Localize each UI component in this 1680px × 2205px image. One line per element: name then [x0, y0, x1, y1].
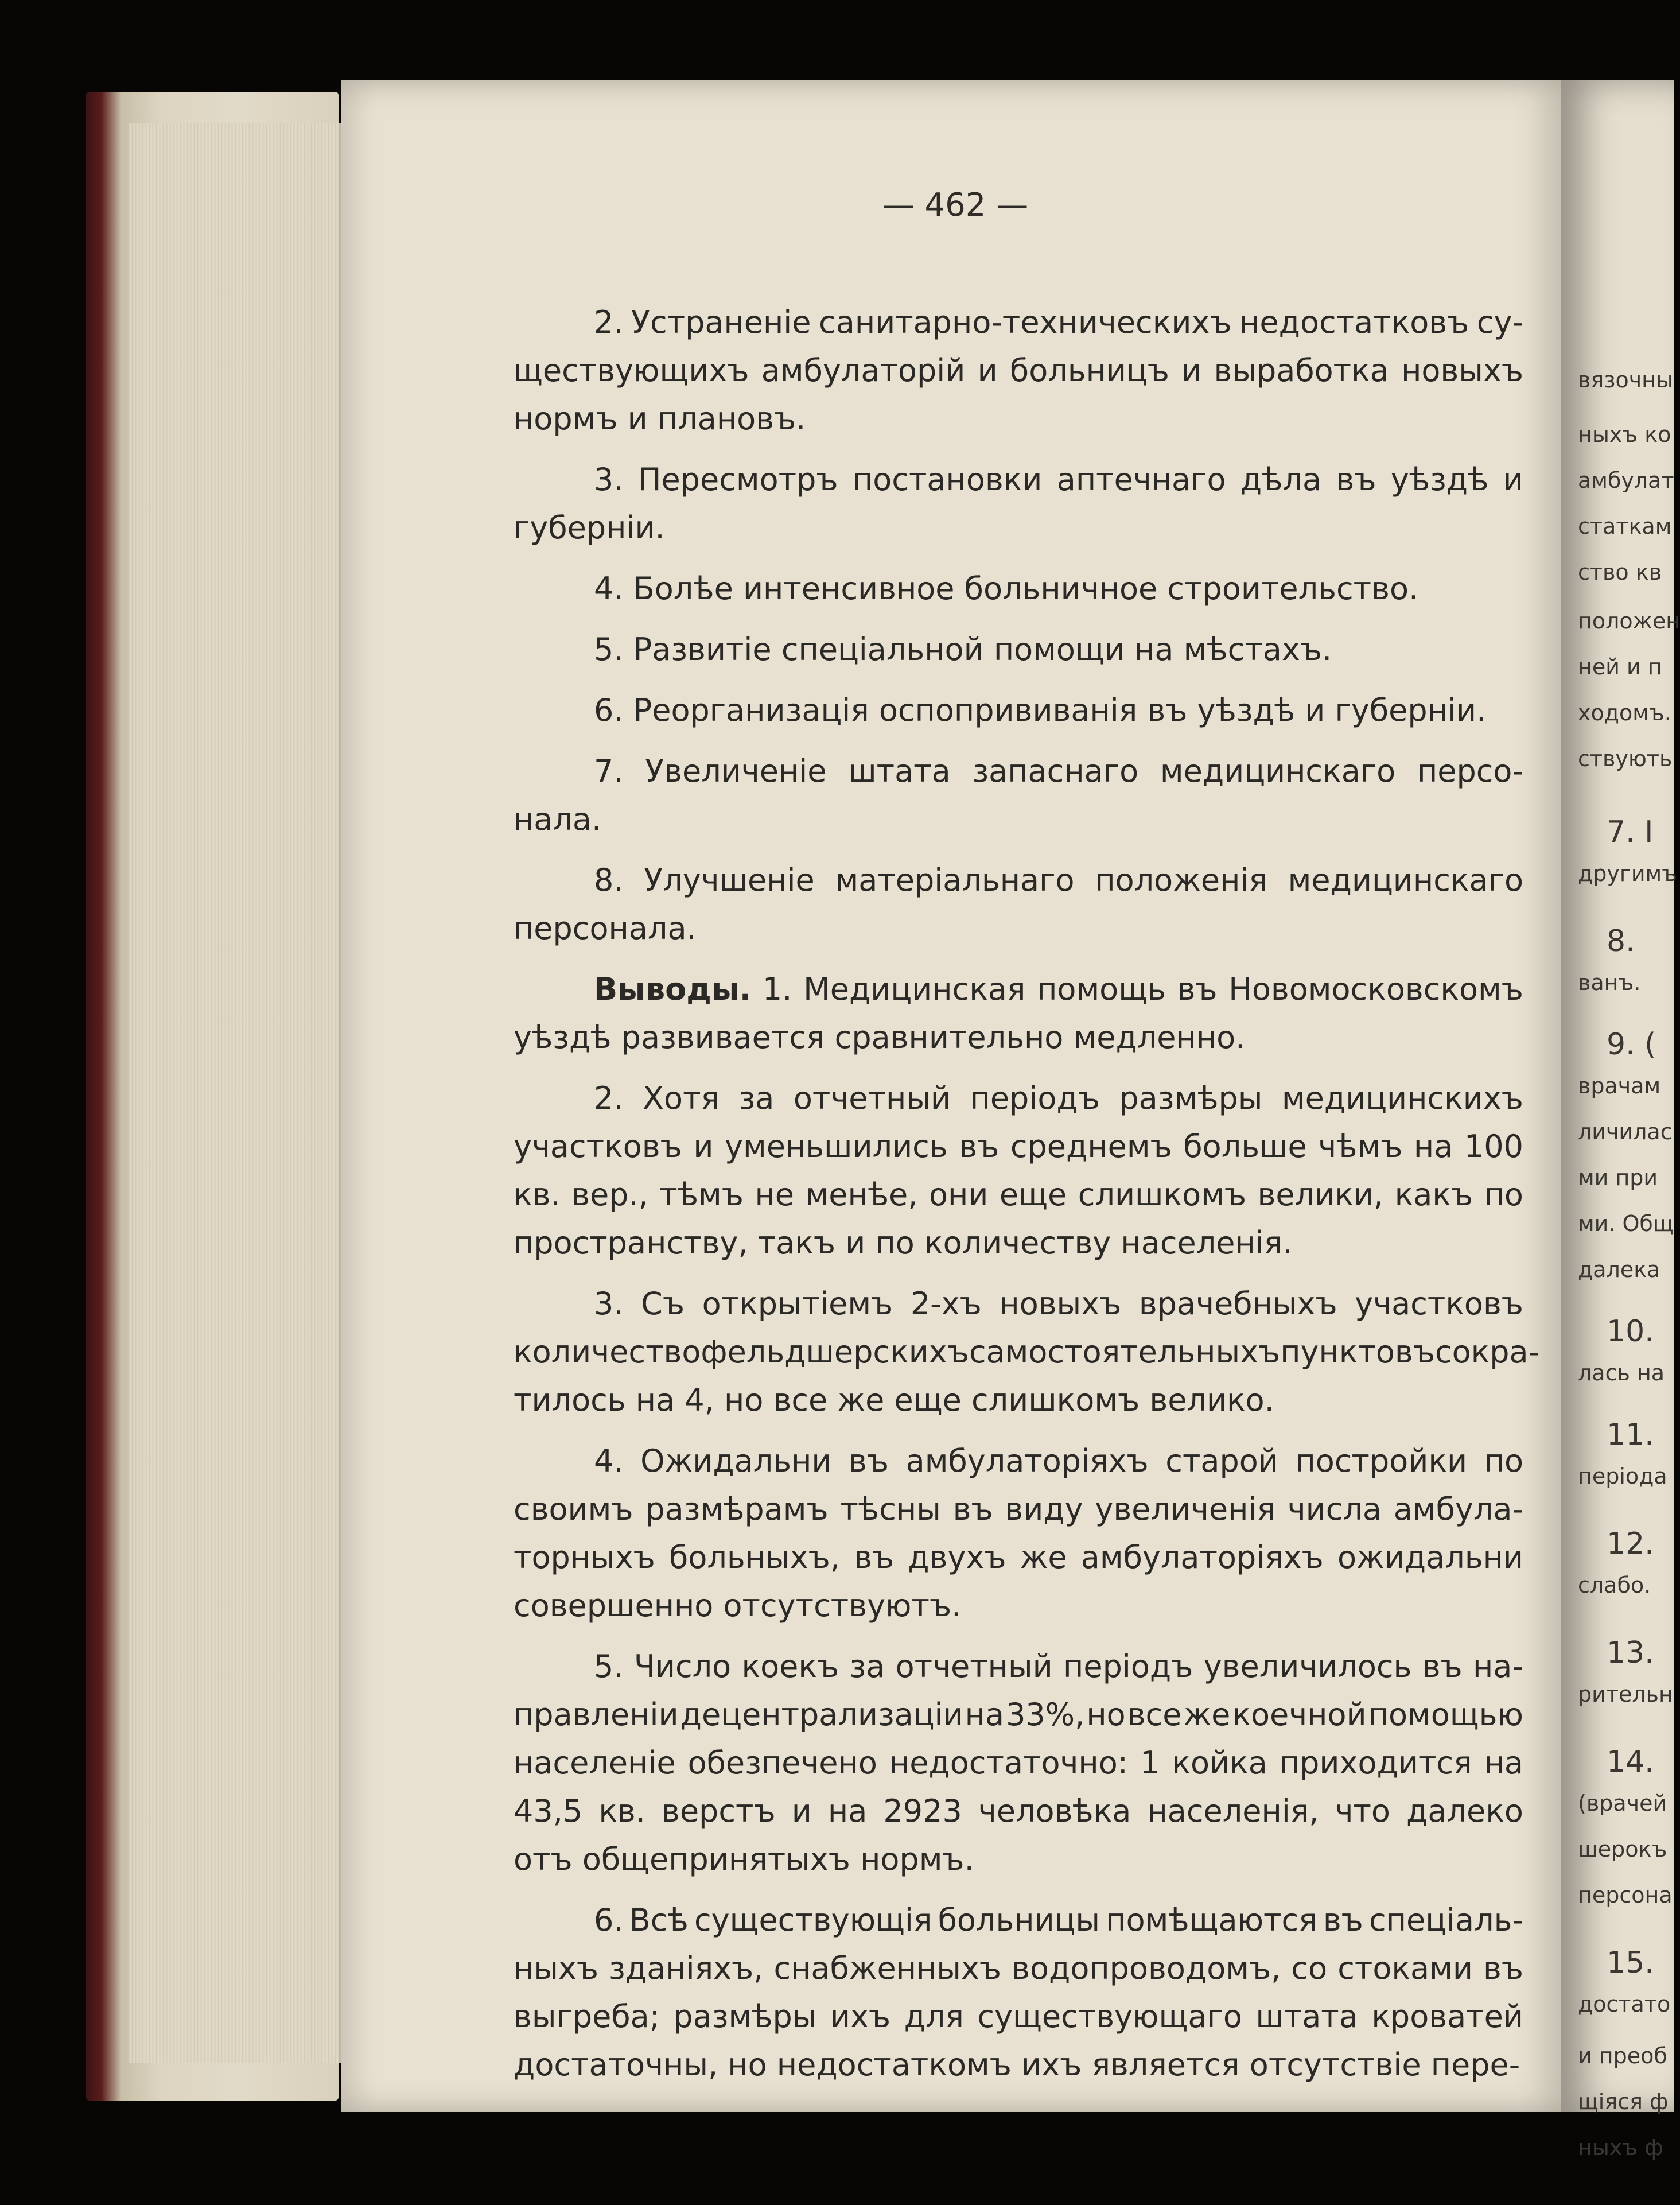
page-stack	[129, 123, 341, 2063]
right-page-line: ство кв	[1578, 560, 1662, 585]
right-page-line: врачам	[1578, 1073, 1661, 1098]
text-line: 4. Болѣе интенсивное больничное строительство.	[594, 570, 1419, 607]
right-page-line: амбулат	[1578, 468, 1674, 493]
right-page-line: періода	[1578, 1463, 1667, 1489]
right-page-line: ней и п	[1578, 654, 1662, 680]
text-line: количество фельдшерскихъ самостоятельныхъ пунктовъ сокра-	[514, 1334, 1540, 1370]
right-page-fragment	[1561, 80, 1680, 2160]
right-page-line: 11.	[1607, 1418, 1654, 1452]
right-page-line: ныхъ ф	[1578, 2135, 1663, 2160]
text-line: населеніе обезпечено недостаточно: 1 койка приходится на	[514, 1745, 1523, 1781]
right-page-line: слабо.	[1578, 1573, 1651, 1598]
text-line: ществующихъ амбулаторій и больницъ и выработка новыхъ	[514, 352, 1523, 389]
text-line: 3. Съ открытіемъ 2-хъ новыхъ врачебныхъ участковъ	[594, 1286, 1523, 1322]
right-page-line: персона	[1578, 1882, 1673, 1908]
page-text	[514, 298, 1540, 2102]
text-line: отъ общепринятыхъ нормъ.	[514, 1841, 974, 1877]
right-page-line: рительн	[1578, 1682, 1673, 1707]
paragraph	[514, 565, 1523, 613]
text-line: персонала.	[514, 910, 697, 946]
right-page-line: ми при	[1578, 1165, 1658, 1190]
text-line: кв. вер., тѣмъ не менѣе, они еще слишкомъ велики, какъ по	[514, 1177, 1523, 1213]
right-page-line: вязочны	[1578, 367, 1674, 393]
text-line: нормъ и плановъ.	[514, 401, 806, 437]
right-page-line: другимъ	[1578, 861, 1678, 886]
right-page-line: статкам	[1578, 514, 1672, 539]
text-line: выгреба; размѣры ихъ для существующаго штата кроватей	[514, 1998, 1523, 2035]
text-line: 2. Хотя за отчетный періодъ размѣры медицинскихъ	[594, 1080, 1523, 1116]
right-page-line: шерокъ	[1578, 1837, 1667, 1862]
right-page-line: 14.	[1607, 1745, 1654, 1779]
text-line: ныхъ зданіяхъ, снабженныхъ водопроводомъ, со стоками въ	[514, 1950, 1523, 1986]
text-line: губерніи.	[514, 510, 665, 546]
paragraph	[514, 456, 1523, 552]
right-page-line: (врачей	[1578, 1791, 1667, 1816]
paragraph	[514, 965, 1523, 1062]
text-line: совершенно отсутствуютъ.	[514, 1587, 962, 1624]
text-line: 8. Улучшеніе матеріальнаго положенія медицинскаго	[594, 862, 1523, 898]
text-line: участковъ и уменьшились въ среднемъ больше чѣмъ на 100	[514, 1128, 1523, 1164]
right-page-line: и преоб	[1578, 2043, 1667, 2068]
paragraph	[514, 1074, 1523, 1267]
text-line: 3. Пересмотръ постановки аптечнаго дѣла въ уѣздѣ и	[594, 461, 1523, 498]
right-page-line: далека	[1578, 1257, 1660, 1282]
right-page-line: 13.	[1607, 1636, 1654, 1670]
text-line: 7. Увеличеніе штата запаснаго медицинскаго персо-	[594, 753, 1523, 789]
right-page-line: 7. I	[1607, 815, 1654, 849]
paragraph	[514, 626, 1523, 674]
right-page-line: ми. Общ	[1578, 1211, 1674, 1236]
right-page-line: 9. (	[1607, 1027, 1656, 1062]
right-page-line: положен	[1578, 608, 1680, 634]
text-line: тилось на 4, но все же еще слишкомъ велико.	[514, 1382, 1274, 1418]
right-page-line: ствують	[1578, 746, 1673, 771]
paragraph	[514, 1896, 1523, 2089]
paragraph	[514, 1437, 1523, 1630]
paragraph	[514, 1280, 1540, 1424]
text-line: уѣздѣ развивается сравнительно медленно.	[514, 1019, 1246, 1055]
text-line: 4. Ожидальни въ амбулаторіяхъ старой постройки по	[594, 1443, 1523, 1479]
text-line: Выводы. 1. Медицинская помощь въ Новомосковскомъ	[594, 971, 1523, 1007]
text-line: 6. Всѣ существующія больницы помѣщаются въ спеціаль-	[594, 1902, 1523, 1938]
left-page	[341, 80, 1569, 2112]
right-page-line: 15.	[1607, 1946, 1654, 1980]
right-page-line: достато	[1578, 1992, 1671, 2017]
right-page-line: лась на	[1578, 1360, 1665, 1385]
text-line: пространству, такъ и по количеству населенія.	[514, 1225, 1293, 1261]
right-page-line: 10.	[1607, 1314, 1654, 1349]
right-page-line: ныхъ ко	[1578, 422, 1671, 447]
text-line: достаточны, но недостаткомъ ихъ является отсутствіе пере-	[514, 2047, 1520, 2083]
text-line: 5. Развитіе спеціальной помощи на мѣстахъ.	[594, 631, 1332, 667]
right-page-line: ходомъ.	[1578, 700, 1671, 725]
text-line: 5. Число коекъ за отчетный періодъ увеличилось въ на-	[594, 1648, 1523, 1684]
text-line: 2. Устраненіе санитарно-техническихъ недостатковъ су-	[594, 304, 1523, 340]
text-line: торныхъ больныхъ, въ двухъ же амбулаторіяхъ ожидальни	[514, 1539, 1523, 1575]
right-page-line: 12.	[1607, 1527, 1654, 1561]
text-line: правленіи децентрализаціи на 33%, но все же коечной помощью	[514, 1697, 1523, 1733]
paragraph	[514, 1643, 1523, 1884]
right-page-line: ванъ.	[1578, 970, 1641, 995]
text-line: нала.	[514, 801, 602, 837]
text-line: 43,5 кв. верстъ и на 2923 человѣка населенія, что далеко	[514, 1793, 1523, 1829]
paragraph	[514, 686, 1523, 735]
paragraph	[514, 298, 1523, 443]
right-page-line: щіяся ф	[1578, 2089, 1669, 2114]
page-number: — 462 —	[882, 187, 1029, 224]
text-line: своимъ размѣрамъ тѣсны въ виду увеличенія числа амбула-	[514, 1491, 1523, 1527]
paragraph	[514, 747, 1523, 844]
right-page-line: 8.	[1607, 924, 1635, 958]
paragraph	[514, 856, 1523, 953]
text-line: 6. Реорганизація оспопрививанія въ уѣздѣ и губерніи.	[594, 692, 1487, 728]
right-page-line: личилас	[1578, 1119, 1673, 1144]
